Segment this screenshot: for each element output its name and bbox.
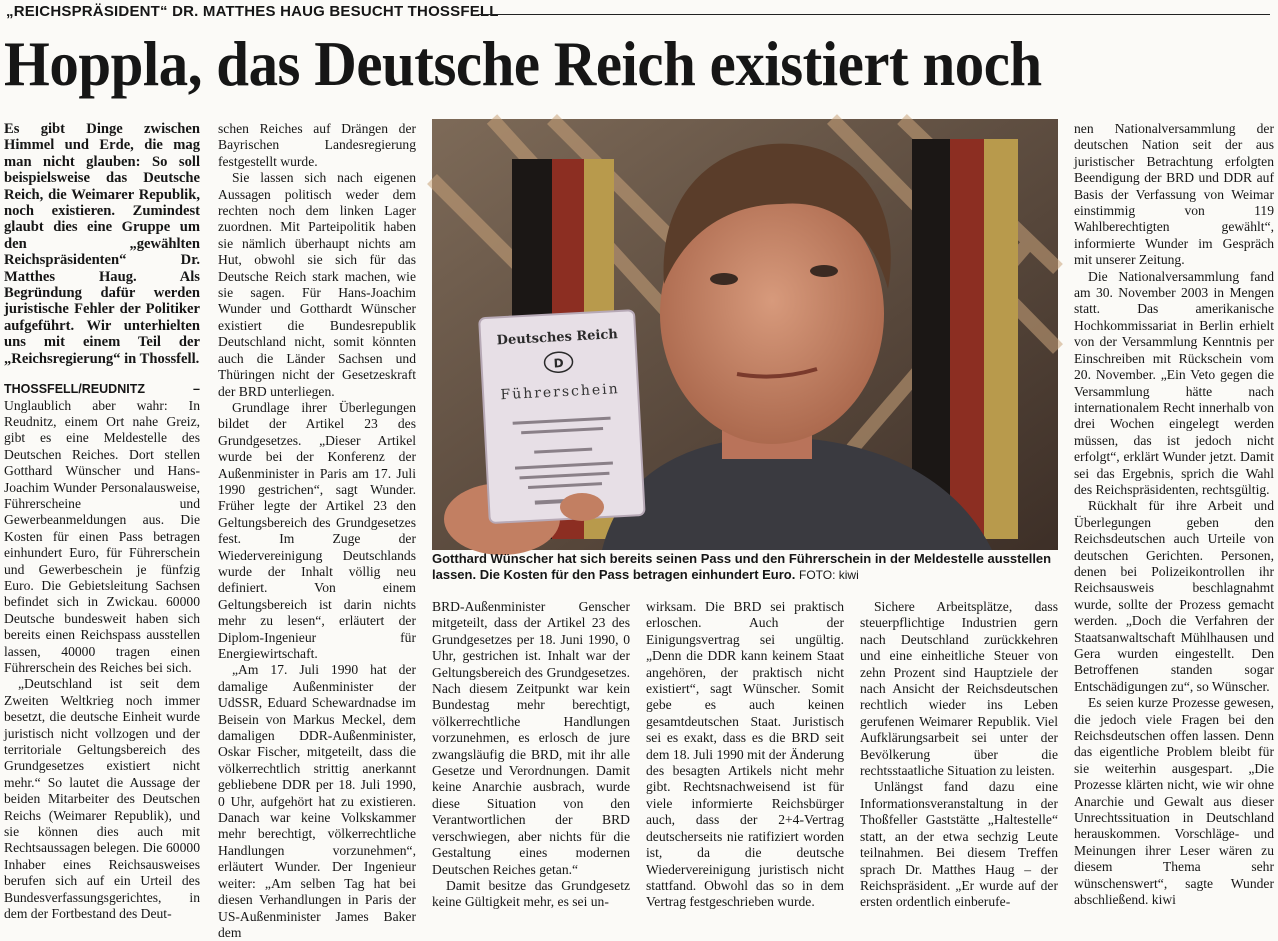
body-paragraph: schen Reiches auf Drängen der Bayrischen Landesregierung festgestellt wurde. <box>218 121 416 169</box>
body-paragraph: Rückhalt für ihre Arbeit und Überlegungen geben den Reichsdeutschen auch Urteile von deutschen Gerichten. Personen, denen bei Polizeikontrollen ihr Reichsausweis beschlagnahmt wurde, sollte der Prozess gemacht werden. „Doch die Verfahren der Staatsanwaltschaft Mühlhausen und Gera wurden eingestellt. Den Betroffenen standen sogar Entschädigungen zu“, so Wünscher. <box>1074 498 1274 694</box>
body-paragraph: Sichere Arbeitsplätze, dass steuerpflichtige Industrien gern nach Deutschland zurückkehren und eine einheitliche Steuer von zehn Prozent sind Hauptziele der nach Ansicht der Reichsdeutschen rechtlich wieder ins Leben gerufenen Weimarer Republik. Viel Aufklärungsarbeit sei unter der Bevölkerung über die rechtsstaatliche Situation zu leisten. <box>860 599 1058 779</box>
column-5 <box>860 599 1058 910</box>
body-paragraph: „Am 17. Juli 1990 hat der damalige Außenminister der UdSSR, Eduard Schewardnadse im Beisein von Markus Meckel, dem damaligen DDR-Außenminister, Oskar Fischer, mitgeteilt, dass die völkerrechtlich strittig anerkannt gebliebene DDR per 18. Juli 1990, 0 Uhr, aufgehört hat zu existieren. Danach war keine Volkskammer mehr berechtigt, völkerrechtliche Handlungen vorzunehmen“, erläutert Wunder. Der Ingenieur weiter: „Am selben Tag hat bei diesen Verhandlungen in Paris der US-Außenminister James Baker dem <box>218 662 416 940</box>
lead-paragraph: Es gibt Dinge zwischen Himmel und Erde, die mag man nicht glauben: So soll beispielsweise das Deutsche Reich, die Weimarer Republik, noch existieren. Zumindest glaubt dies eine Gruppe um den „gewählten Reichspräsidenten“ Dr. Matthes Haug. Als Begründung dafür werden juristische Fehler der Politiker aufgeführt. Wir unterhielten uns mit einem Teil der „Reichsregierung“ in Thossfell. <box>4 121 200 367</box>
license-header: Deutsches Reich <box>496 327 619 349</box>
body-paragraph: Grundlage ihrer Überlegungen bildet der Artikel 23 des Grundgesetzes. „Dieser Artikel wurde bei der Konferenz der Außenminister in Paris am 17. Juli 1990 gestrichen“, sagt Wunder. Früher legte der Artikel 23 den Geltungsbereich des Grundgesetzes fest. Im Zuge der Wiedervereinigung Deutschlands wurde der Inhalt völlig neu definiert. Von einem Geltungsbereich ist darin nichts mehr zu lesen“, erläutert der Diplom-Ingenieur für Energiewirtschaft. <box>218 399 416 661</box>
column-1 <box>4 121 200 922</box>
body-paragraph: nen Nationalversammlung der deutschen Nation seit der aus juristischer Betrachtung erfolgten Beendigung der BRD und DDR auf Basis der Verfassung von Weimar einstimmig von 119 Wahlberechtigten gewählt“, informierte Wunder im Gespräch mit unserer Zeitung. <box>1074 121 1274 268</box>
caption-text: Gotthard Wünscher hat sich bereits seinen Pass und den Führerschein in der Meldestelle ausstellen lassen. Die Kosten für den Pass betragen einhundert Euro. <box>432 551 1052 582</box>
body-paragraph: wirksam. Die BRD sei praktisch erloschen. Auch der Einigungsvertrag sei ungültig. „Denn die DDR kann keinem Staat angehören, der praktisch nicht existiert“, sagt Wünscher. Somit gebe es auch keinen gesamtdeutschen Staat. Juristisch sei es exakt, dass es die BRD seit dem 18. Juli 1990 mit der Änderung des besagten Artikels nicht mehr gibt. Rechtsnachweisend ist für viele informierte Reichsbürger auch, dass der 2+4-Vertrag deutscherseits nie ratifiziert worden ist, da die deutsche Wiedervereinigung juristisch nicht stattfand. Obwohl das so in dem Vertrag festgeschrieben wurde. <box>646 599 844 910</box>
photo-illustration <box>432 119 1058 550</box>
column-3 <box>432 599 630 910</box>
photo-credit: FOTO: kiwi <box>798 568 859 582</box>
column-2 <box>218 121 416 940</box>
kicker-rule <box>478 14 1270 15</box>
body-paragraph: Es seien kurze Prozesse gewesen, die jedoch viele Fragen bei den Reichsdeutschen offen lassen. Denn das eigentliche Problem bleibt für sie weiterhin ausgespart. „Die Prozesse klärten nicht, wie wir ohne Anarchie und Gewalt aus dieser Unrechtssituation in Deutschland herauskommen. Vorschläge- und Meinungen ihrer Leser wären zu diesem Thema sehr wünschenswert“, sagte Wunder abschließend. kiwi <box>1074 695 1274 908</box>
license-title: Führerschein <box>500 381 621 404</box>
article-kicker: „REICHSPRÄSIDENT“ DR. MATTHES HAUG BESUCHT THOSSFELL <box>6 3 499 20</box>
article-headline: Hoppla, das Deutsche Reich existiert noch <box>4 28 1042 99</box>
photo-caption <box>432 551 1058 583</box>
dateline: THOSSFELL/REUDNITZ – <box>4 382 200 397</box>
license-country-letter: D <box>553 355 564 371</box>
body-paragraph: Damit besitze das Grundgesetz keine Gültigkeit mehr, es sei un- <box>432 877 630 910</box>
body-paragraph: „Deutschland ist seit dem Zweiten Weltkrieg noch immer besetzt, die deutsche Einheit wurde juristisch nicht vollzogen und der territoriale Geltungsbereich des Grundgesetzes existiert nicht mehr.“ So lautet die Aussage der beiden Mitarbeiter des Deutschen Reichs (Weimarer Republik), und sie können dies auch mit Rechtsaussagen belegen. Die 60000 Inhaber eines Reichsausweises berufen sich auf ein Urteil des Bundesverfassungsgerichtes, in dem der Fortbestand des Deut- <box>4 676 200 922</box>
column-4 <box>646 599 844 910</box>
column-6 <box>1074 121 1274 906</box>
body-paragraph: BRD-Außenminister Genscher mitgeteilt, dass der Artikel 23 des Grundgesetzes per 18. Juni 1990, 0 Uhr, gestrichen ist. Inhalt war der Geltungsbereich des Grundgesetzes. Nach diesem Zeitpunkt war kein Bundestag mehr berechtigt, völkerrechtliche Handlungen vorzunehmen, es erlosch de jure zwangsläufig die BRD, mit ihr alle Gesetze und Verordnungen. Damit keine Anarchie ausbrach, wurde diese Situation von den Verantwortlichen der BRD verschwiegen, aber nichts für die Gestaltung eines modernen Deutschen Reiches getan.“ <box>432 599 630 877</box>
body-paragraph: Die Nationalversammlung fand am 30. November 2003 in Mengen statt. Das amerikanische Hochkommissariat in Berlin erhielt von der Versammlung Kenntnis per Einschreiben mit Rückschein vom 20. November. „Ein Veto gegen die Versammlung hätte nach internationalem Recht innerhalb von drei Wochen eingelegt werden müssen, das ist jedoch nicht erfolgt“, erklärt Wunder jetzt. Damit sei das Ergebnis, sprich die Wahl des Reichspräsidenten, rechtsgültig. <box>1074 268 1274 497</box>
author-signature: kiwi <box>1151 892 1176 908</box>
article-photo <box>432 119 1058 550</box>
body-paragraph: THOSSFELL/REUDNITZ – Unglaublich aber wahr: In Reudnitz, einem Ort nahe Greiz, gibt es eine Meldestelle des Deutschen Reiches. Dort stellen Gotthard Wünscher und Hans-Joachim Wunder Personalausweise, Führerscheine und Gewerbeanmeldungen aus. Die Kosten für einen Pass betragen einhundert Euro, für Führerschein und Gewerbeschein je fünfzig Euro. Die Gebietsleitung Sachsen befindet sich in Zwickau. 60000 Deutsche bundesweit haben sich bereits einen Reichspass ausstellen lassen, 40000 tragen einen Führerschein des Reiches bei sich. <box>4 382 200 675</box>
body-paragraph: Unlängst fand dazu eine Informationsveranstaltung in der Thoßfeller Gaststätte „Haltestelle“ statt, an der etwa sechzig Leute teilnahmen. Bei diesem Treffen sprach Dr. Matthes Haug – der Reichspräsident. „Er wurde auf der ersten ordentlich einberufe- <box>860 779 1058 910</box>
body-paragraph: Sie lassen sich nach eigenen Aussagen politisch weder dem rechten noch dem linken Lager zuordnen. Mit Parteipolitik haben sie nämlich überhaupt nichts am Hut, obwohl sie sich für das Deutsche Reich stark machen, wie sie sagen. Für Hans-Joachim Wunder und Gotthardt Wünscher existiert die Bundesrepublik Deutschland nicht, somit könnten auch die Länder Sachsen und Thüringen nicht der Gesetzeskraft der BRD unterliegen. <box>218 170 416 399</box>
